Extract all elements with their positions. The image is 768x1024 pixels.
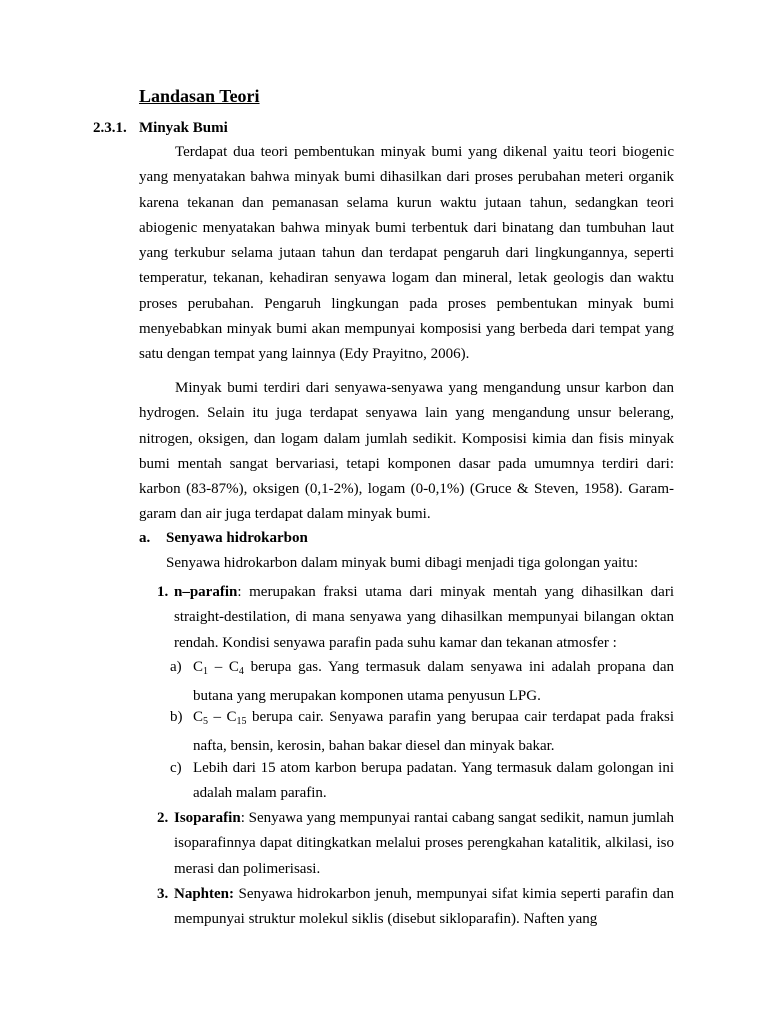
- list-item: [157, 580, 674, 656]
- page-title: Landasan Teori: [139, 86, 260, 106]
- list-item-term: Naphten:: [174, 886, 235, 902]
- list-item-text: Senyawa hidrokarbon jenuh, mempunyai sifat kimia seperti parafin dan mempunyai struktur molekul siklis (disebut sikloparafin). Naften yang: [174, 886, 674, 928]
- list-item: [157, 806, 674, 882]
- subsection-intro: Senyawa hidrokarbon dalam minyak bumi dibagi menjadi tiga golongan yaitu:: [166, 555, 638, 571]
- sub-list-item: [170, 655, 674, 710]
- list-item-number: 3.: [157, 886, 169, 902]
- formula-subscript: 15: [236, 716, 247, 727]
- formula-c: C: [193, 709, 204, 725]
- paragraph-2: Minyak bumi terdiri dari senyawa-senyawa yang mengandung unsur karbon dan hydrogen. Selain itu juga terdapat senyawa lain yang mengandung unsur belerang, nitrogen, oksigen, dan logam dalam jumlah sedikit. Komposisi kimia dan fisis minyak bumi mentah sangat bervariasi, tetapi komponen dasar pada umumnya terdiri dari: karbon (83-87%), oksigen (0,1-2%), logam (0-0,1%) (Gruce & Steven, 1958). Garam-garam dan air juga terdapat dalam minyak bumi.: [139, 380, 674, 523]
- formula-c: C: [193, 659, 204, 675]
- subsection-title: Senyawa hidrokarbon: [166, 530, 308, 546]
- formula-dash: –: [208, 709, 227, 725]
- sub-list-item-text: Lebih dari 15 atom karbon berupa padatan. Yang termasuk dalam golongan ini adalah malam parafin.: [193, 760, 674, 802]
- list-item-text: : merupakan fraksi utama dari minyak mentah yang dihasilkan dari straight-destilation, di mana senyawa yang dihasilkan mempunyai bilangan oktan rendah. Kondisi senyawa parafin pada suhu kamar dan tekanan atmosfer :: [174, 584, 674, 651]
- list-item-number: 1.: [157, 584, 169, 600]
- formula-subscript: 1: [203, 666, 209, 677]
- formula-c: C: [226, 709, 237, 725]
- list-item-number: 2.: [157, 810, 169, 826]
- subsection-label: a.: [139, 530, 151, 546]
- formula-subscript: 4: [238, 666, 244, 677]
- list-item-term: Isoparafin: [174, 810, 241, 826]
- sub-list-item-label: c): [170, 760, 182, 776]
- formula-c: C: [228, 659, 239, 675]
- sub-list-item-text: berupa cair. Senyawa parafin yang berupaa cair terdapat pada fraksi nafta, bensin, kerosin, bahan bakar diesel dan minyak bakar.: [193, 709, 674, 755]
- list-item: [157, 882, 674, 933]
- sub-list-item-text: berupa gas. Yang termasuk dalam senyawa ini adalah propana dan butana yang merupakan komponen utama penyusun LPG.: [193, 659, 674, 705]
- formula-dash: –: [208, 659, 229, 675]
- list-item-term: n–parafin: [174, 584, 238, 600]
- subsection-heading: [139, 530, 308, 547]
- sub-list-item: [170, 705, 674, 760]
- formula-subscript: 5: [203, 716, 209, 727]
- section-title: Minyak Bumi: [139, 120, 228, 136]
- sub-list-item-label: b): [170, 709, 183, 725]
- section-number: 2.3.1.: [93, 120, 127, 136]
- list-item-text: : Senyawa yang mempunyai rantai cabang sangat sedikit, namun jumlah isoparafinnya dapat ditingkatkan melalui proses perengkahan katalitik, alkilasi, iso merasi dan polimerisasi.: [174, 810, 674, 877]
- sub-list-item-label: a): [170, 659, 182, 675]
- paragraph-1: Terdapat dua teori pembentukan minyak bumi yang dikenal yaitu teori biogenic yang menyatakan bahwa minyak bumi dihasilkan dari proses perubahan meteri organik karena tekanan dan pemanasan selama kurun waktu jutaan tahun, sedangkan teori abiogenic menyatakan bahwa minyak bumi terbentuk dari binatang dan tumbuhan laut yang terkubur selama jutaan tahun dan terdapat pengaruh dari lingkungannya, seperti temperatur, tekanan, kehadiran senyawa logam dan mineral, letak geologis dan waktu proses perubahan. Pengaruh lingkungan pada proses pembentukan minyak bumi menyebabkan minyak bumi akan mempunyai komposisi yang berbeda dari tempat yang satu dengan tempat yang lainnya (Edy Prayitno, 2006).: [139, 144, 674, 363]
- sub-list-item: [170, 756, 674, 807]
